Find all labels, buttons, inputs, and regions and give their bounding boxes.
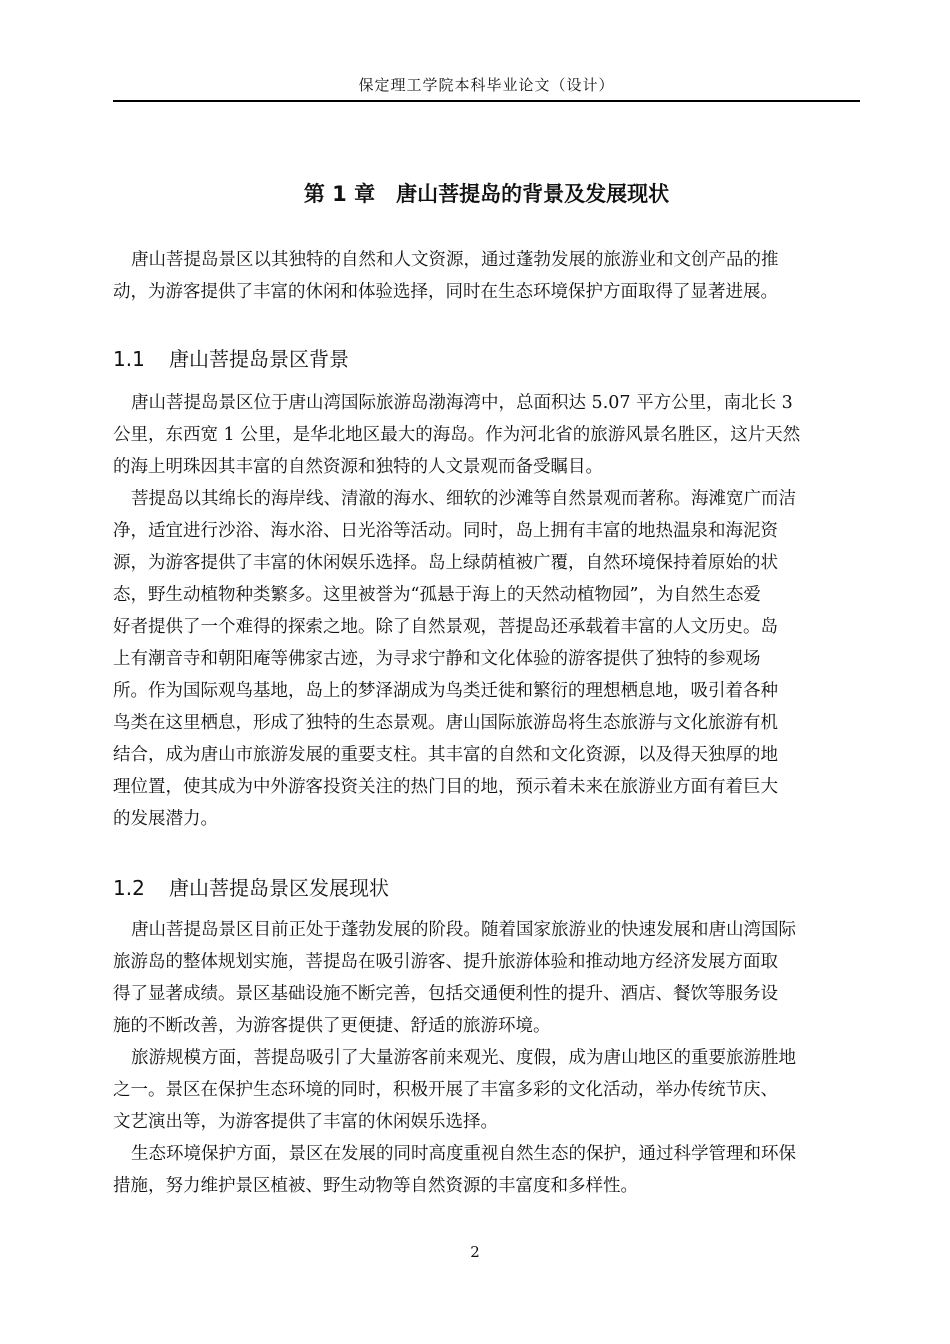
paragraph-line: 所。作为国际观鸟基地，岛上的梦泽湖成为鸟类迁徙和繁衍的理想栖息地，吸引着各种: [113, 681, 778, 701]
header-rule: [113, 100, 860, 102]
paragraph-line: 菩提岛以其绵长的海岸线、清澈的海水、细软的沙滩等自然景观而著称。海滩宽广而洁: [131, 489, 796, 509]
paragraph-line: 文艺演出等，为游客提供了丰富的休闲娱乐选择。: [113, 1112, 498, 1132]
section-number: 1.1: [113, 347, 145, 371]
section-title: 唐山菩提岛景区背景: [169, 347, 349, 371]
running-header: 保定理工学院本科毕业论文（设计）: [358, 76, 615, 94]
paragraph-line: 源，为游客提供了丰富的休闲娱乐选择。岛上绿荫植被广覆，自然环境保持着原始的状: [113, 553, 778, 573]
paragraph-line: 结合，成为唐山市旅游发展的重要支柱。其丰富的自然和文化资源，以及得天独厚的地: [113, 745, 778, 765]
intro-text: [113, 244, 873, 308]
paragraph-line: 得了显著成绩。景区基础设施不断完善，包括交通便利性的提升、酒店、餐饮等服务设: [113, 984, 778, 1004]
paragraph-line: 净，适宜进行沙浴、海水浴、日光浴等活动。同时，岛上拥有丰富的地热温泉和海泥资: [113, 521, 778, 541]
paragraph-line: 好者提供了一个难得的探索之地。除了自然景观，菩提岛还承载着丰富的人文历史。岛: [113, 617, 778, 637]
paragraph-line: 唐山菩提岛景区以其独特的自然和人文资源，通过蓬勃发展的旅游业和文创产品的推: [131, 250, 779, 270]
paragraph-line: 唐山菩提岛景区目前正处于蓬勃发展的阶段。随着国家旅游业的快速发展和唐山湾国际: [131, 920, 796, 940]
paragraph-line: 生态环境保护方面，景区在发展的同时高度重视自然生态的保护，通过科学管理和环保: [131, 1144, 796, 1164]
paragraph-line: 态，野生动植物种类繁多。这里被誉为“孤悬于海上的天然动植物园”，为自然生态爱: [113, 585, 761, 605]
paragraph-line: 唐山菩提岛景区位于唐山湾国际旅游岛渤海湾中，总面积达 5.07 平方公里，南北长 3: [131, 393, 793, 413]
paragraph-line: 施的不断改善，为游客提供了更便捷、舒适的旅游环境。: [113, 1016, 551, 1036]
paragraph-line: 旅游规模方面，菩提岛吸引了大量游客前来观光、度假，成为唐山地区的重要旅游胜地: [131, 1048, 796, 1068]
chapter-title: 第 1 章 唐山菩提岛的背景及发展现状: [303, 182, 670, 206]
paragraph-line: 旅游岛的整体规划实施，菩提岛在吸引游客、提升旅游体验和推动地方经济发展方面取: [113, 952, 778, 972]
paragraph-line: 公里，东西宽 1 公里，是华北地区最大的海岛。作为河北省的旅游风景名胜区，这片天然: [113, 425, 801, 445]
paragraph-line: 理位置，使其成为中外游客投资关注的热门目的地，预示着未来在旅游业方面有着巨大: [113, 777, 778, 797]
page-number: 2: [470, 1243, 480, 1261]
section-1-2-body: [113, 914, 873, 1202]
paragraph-line: 鸟类在这里栖息，形成了独特的生态景观。唐山国际旅游岛将生态旅游与文化旅游有机: [113, 713, 778, 733]
section-heading-1-2: [113, 872, 389, 901]
section-title: 唐山菩提岛景区发展现状: [169, 876, 389, 900]
section-1-1-body: [113, 387, 873, 835]
paragraph-line: 措施，努力维护景区植被、野生动物等自然资源的丰富度和多样性。: [113, 1176, 638, 1196]
section-number: 1.2: [113, 876, 145, 900]
section-heading-1-1: [113, 343, 349, 372]
paragraph-line: 上有潮音寺和朝阳庵等佛家古迹，为寻求宁静和文化体验的游客提供了独特的参观场: [113, 649, 761, 669]
paragraph-line: 的发展潜力。: [113, 809, 218, 829]
paragraph-line: 动，为游客提供了丰富的休闲和体验选择，同时在生态环境保护方面取得了显著进展。: [113, 282, 778, 302]
paragraph-line: 的海上明珠因其丰富的自然资源和独特的人文景观而备受瞩目。: [113, 457, 603, 477]
paragraph-line: 之一。景区在保护生态环境的同时，积极开展了丰富多彩的文化活动，举办传统节庆、: [113, 1080, 778, 1100]
